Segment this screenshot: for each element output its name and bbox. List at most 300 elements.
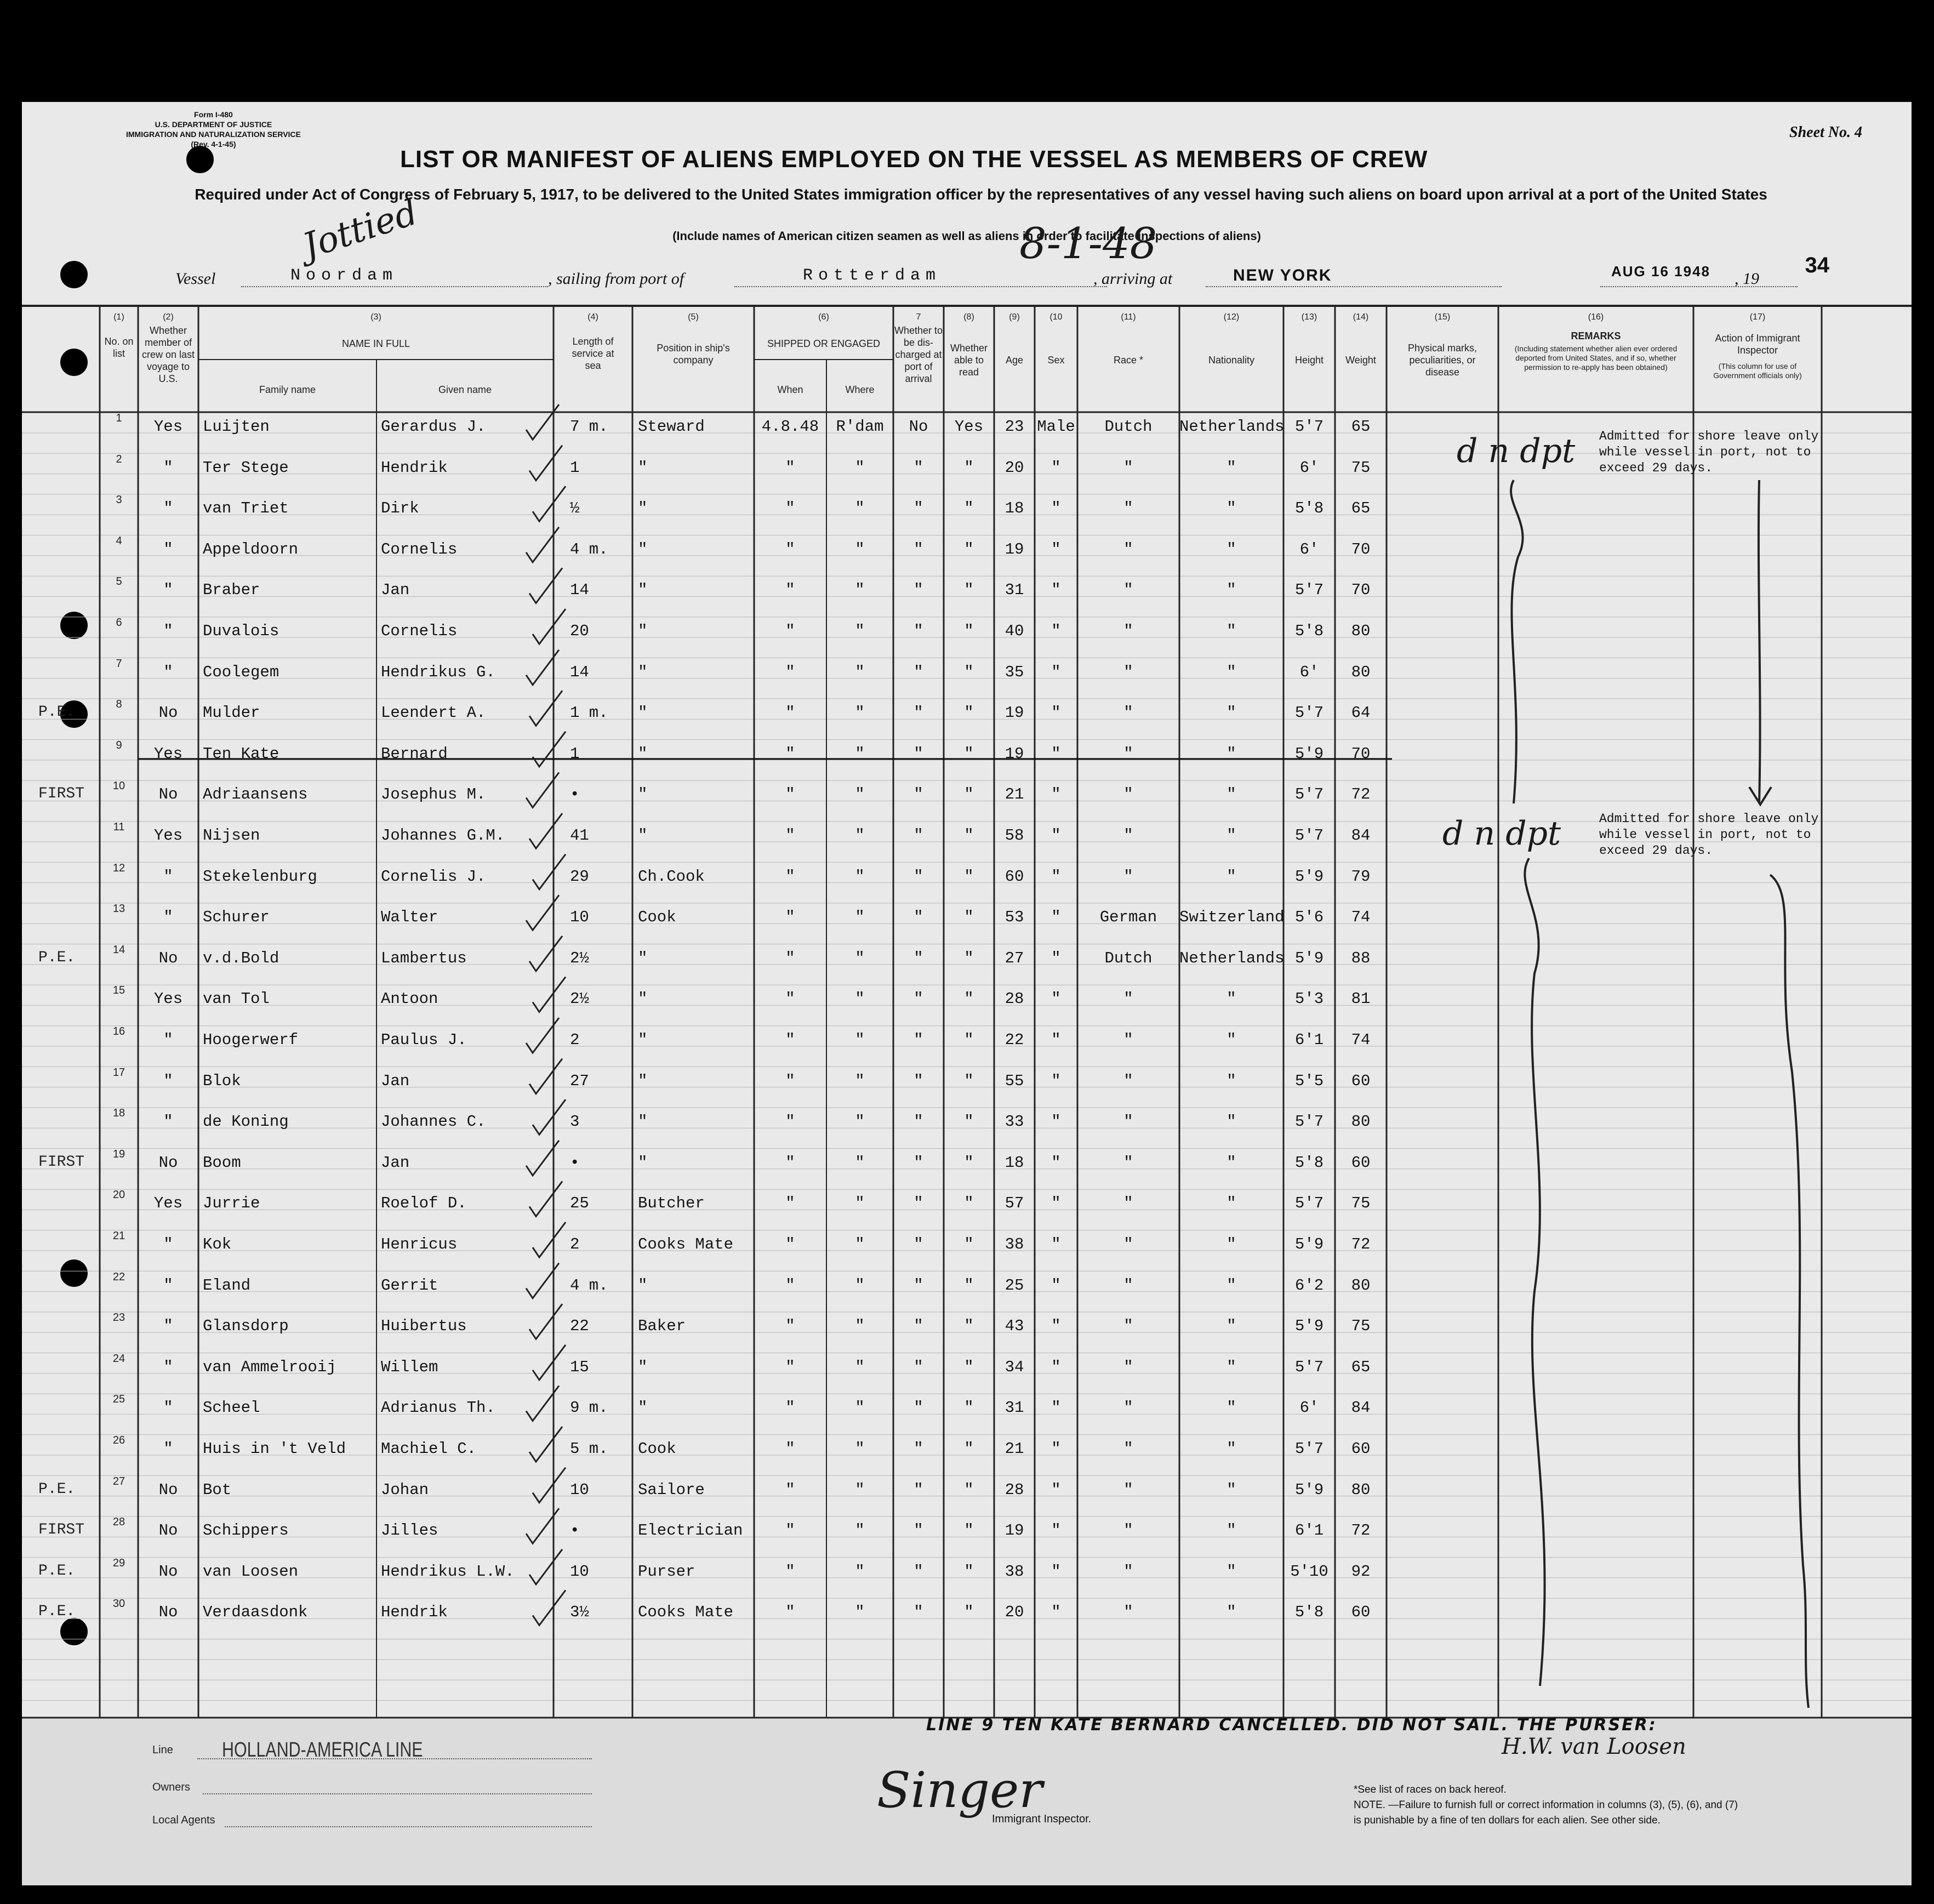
cell-where: " bbox=[855, 1440, 865, 1458]
cell-crew: " bbox=[163, 581, 173, 600]
cell-position: " bbox=[638, 458, 648, 477]
cell-when: " bbox=[785, 867, 795, 886]
cell-when: " bbox=[785, 1440, 795, 1458]
date-stamp: AUG 16 1948 bbox=[1611, 263, 1710, 280]
cell-no: 11 bbox=[113, 821, 125, 833]
cell-position: " bbox=[638, 581, 648, 600]
cell-height: 5'8 bbox=[1294, 622, 1324, 640]
cell-crew: Yes bbox=[153, 418, 183, 436]
cell-position: Cooks Mate bbox=[638, 1603, 734, 1622]
cell-read: " bbox=[964, 1317, 974, 1336]
col-5-header: Position in ship's company bbox=[657, 343, 730, 366]
cell-disch: " bbox=[914, 1071, 923, 1090]
remark-line: while vessel in port, not to bbox=[1599, 828, 1811, 842]
cell-nat: " bbox=[1226, 499, 1236, 518]
cell-where: " bbox=[855, 1603, 865, 1622]
cell-nat: " bbox=[1226, 1603, 1236, 1622]
col-6-header: SHIPPED OR ENGAGED bbox=[767, 338, 881, 349]
cell-service: 3½ bbox=[570, 1603, 589, 1622]
cell-when: " bbox=[785, 581, 795, 600]
cell-height: 5'9 bbox=[1294, 1235, 1324, 1253]
cell-where: " bbox=[855, 1480, 865, 1499]
cell-given: Gerardus J. bbox=[381, 418, 486, 436]
cell-sex: " bbox=[1051, 540, 1061, 558]
cell-weight: 75 bbox=[1351, 458, 1371, 477]
cell-when: " bbox=[785, 785, 795, 804]
cell-height: 6' bbox=[1299, 540, 1319, 558]
races-note: *See list of races on back hereof. bbox=[1354, 1784, 1507, 1795]
cell-crew: " bbox=[163, 1399, 173, 1417]
cell-sex: " bbox=[1051, 581, 1061, 600]
cell-weight: 70 bbox=[1351, 744, 1371, 763]
cell-crew: No bbox=[158, 1603, 178, 1622]
cell-given: Cornelis bbox=[381, 622, 458, 640]
cell-disch: " bbox=[914, 908, 923, 927]
cell-family: Hoogerwerf bbox=[203, 1031, 299, 1049]
cell-race: " bbox=[1123, 1071, 1133, 1090]
cell-nat: " bbox=[1226, 1031, 1236, 1049]
cell-weight: 65 bbox=[1351, 499, 1371, 518]
cell-service: 9 m. bbox=[570, 1399, 608, 1417]
cell-age: 60 bbox=[1005, 867, 1024, 886]
cell-nat: " bbox=[1226, 867, 1236, 886]
cell-height: 5'7 bbox=[1294, 1440, 1324, 1458]
cell-no: 9 bbox=[116, 739, 122, 751]
form-number: Form I-480 bbox=[194, 110, 233, 119]
cell-when: " bbox=[785, 826, 795, 845]
cell-no: 13 bbox=[112, 903, 125, 915]
cell-read: " bbox=[964, 1153, 974, 1172]
cell-height: 5'9 bbox=[1294, 744, 1324, 763]
cell-no: 30 bbox=[112, 1598, 125, 1610]
col-8-number: (8) bbox=[963, 312, 974, 322]
cell-crew: " bbox=[163, 622, 173, 640]
cell-family: Schurer bbox=[203, 908, 270, 927]
col-17-header: Action of Immigrant Inspector bbox=[1715, 333, 1800, 356]
cell-read: " bbox=[964, 949, 974, 967]
cell-weight: 84 bbox=[1351, 826, 1371, 845]
cell-position: " bbox=[638, 949, 648, 967]
cell-nat: " bbox=[1226, 622, 1236, 640]
col-6-number: (6) bbox=[818, 312, 829, 322]
cell-height: 6' bbox=[1299, 458, 1319, 477]
cell-service: 27 bbox=[570, 1071, 589, 1090]
cell-given: Josephus M. bbox=[381, 785, 486, 804]
when-header: When bbox=[777, 384, 803, 395]
cell-family: Ter Stege bbox=[203, 458, 289, 477]
cell-nat: " bbox=[1226, 1521, 1236, 1540]
cell-race: " bbox=[1123, 704, 1133, 722]
cell-sex: " bbox=[1051, 867, 1061, 886]
cell-crew: " bbox=[163, 1235, 173, 1253]
cell-crew: " bbox=[163, 867, 173, 886]
cell-nat: " bbox=[1226, 1194, 1236, 1213]
cell-no: 6 bbox=[116, 617, 122, 629]
cell-height: 6'1 bbox=[1294, 1031, 1324, 1049]
owners-label: Owners bbox=[152, 1781, 190, 1793]
cell-crew: No bbox=[158, 1521, 178, 1540]
cell-family: Coolegem bbox=[203, 663, 279, 681]
cell-height: 5'7 bbox=[1294, 418, 1324, 436]
cell-sex: " bbox=[1051, 1440, 1061, 1458]
cell-disch: " bbox=[914, 1153, 923, 1172]
inspector-label: Immigrant Inspector. bbox=[992, 1813, 1092, 1825]
cell-sex: " bbox=[1051, 663, 1061, 681]
cell-race: " bbox=[1123, 1603, 1133, 1622]
cell-given: Machiel C. bbox=[381, 1440, 477, 1458]
cell-disch: " bbox=[914, 704, 923, 722]
cell-disch: " bbox=[914, 540, 923, 558]
cell-when: " bbox=[785, 744, 795, 763]
cell-service: 14 bbox=[570, 663, 589, 681]
cell-when: " bbox=[785, 1113, 795, 1131]
cell-weight: 70 bbox=[1351, 581, 1371, 600]
purser-signature: H.W. van Loosen bbox=[1502, 1734, 1686, 1759]
col-12-number: (12) bbox=[1223, 312, 1240, 322]
cell-when: " bbox=[785, 1317, 795, 1336]
cell-when: " bbox=[785, 1194, 795, 1213]
cell-disch: " bbox=[914, 581, 923, 600]
cell-when: " bbox=[785, 540, 795, 558]
cell-age: 35 bbox=[1005, 663, 1024, 681]
cell-race: Dutch bbox=[1104, 418, 1153, 436]
cell-race: German bbox=[1099, 908, 1157, 927]
cell-nat: Switzerland bbox=[1179, 908, 1285, 927]
col-16-number: (16) bbox=[1588, 312, 1604, 322]
status-annotation: FIRST bbox=[38, 1521, 85, 1539]
cell-age: 31 bbox=[1005, 581, 1024, 600]
cell-where: " bbox=[855, 1153, 865, 1172]
cell-sex: " bbox=[1051, 949, 1061, 967]
cell-position: Cook bbox=[638, 1440, 676, 1458]
cell-position: " bbox=[638, 622, 648, 640]
cell-service: 29 bbox=[570, 867, 589, 886]
cell-position: Ch.Cook bbox=[638, 867, 705, 886]
cell-family: Eland bbox=[203, 1276, 251, 1295]
status-annotation: P.E. bbox=[38, 1480, 76, 1498]
cell-position: Cook bbox=[638, 908, 676, 927]
page-title: LIST OR MANIFEST OF ALIENS EMPLOYED ON THE VESSEL AS MEMBERS OF CREW bbox=[400, 146, 1428, 173]
cell-service: 10 bbox=[570, 1480, 589, 1499]
cell-disch: " bbox=[914, 949, 923, 967]
cell-disch: " bbox=[914, 1113, 923, 1131]
cell-family: de Koning bbox=[203, 1113, 289, 1131]
cell-height: 5'9 bbox=[1294, 1480, 1324, 1499]
cell-age: 19 bbox=[1005, 1521, 1024, 1540]
cell-age: 40 bbox=[1005, 622, 1024, 640]
cell-when: " bbox=[785, 1399, 795, 1417]
cell-no: 15 bbox=[112, 984, 125, 997]
cell-no: 24 bbox=[112, 1352, 125, 1365]
cell-when: " bbox=[785, 704, 795, 722]
cell-race: " bbox=[1123, 1358, 1133, 1376]
cell-position: " bbox=[638, 1031, 648, 1049]
cell-position: " bbox=[638, 1399, 648, 1417]
include-note: (Include names of American citizen seamen as well as aliens in order to facilitate inspections of aliens) bbox=[672, 229, 1261, 243]
cell-family: Bot bbox=[203, 1480, 232, 1499]
cell-no: 19 bbox=[112, 1148, 125, 1160]
cell-age: 19 bbox=[1005, 704, 1024, 722]
cell-age: 20 bbox=[1005, 458, 1024, 477]
cell-when: " bbox=[785, 499, 795, 518]
punch-hole bbox=[186, 146, 214, 173]
cell-family: Verdaasdonk bbox=[203, 1603, 308, 1622]
cell-where: " bbox=[855, 867, 865, 886]
cell-service: 15 bbox=[570, 1358, 589, 1376]
cell-age: 38 bbox=[1005, 1562, 1024, 1581]
cell-service: 41 bbox=[570, 826, 589, 845]
cell-height: 5'7 bbox=[1294, 1194, 1324, 1213]
cell-service: 20 bbox=[570, 622, 589, 640]
cell-family: Scheel bbox=[203, 1399, 260, 1417]
cell-when: " bbox=[785, 663, 795, 681]
arrival-underline bbox=[1206, 286, 1502, 287]
cell-read: " bbox=[964, 663, 974, 681]
cell-when: " bbox=[785, 1603, 795, 1622]
cell-height: 5'8 bbox=[1294, 1153, 1324, 1172]
cell-where: " bbox=[855, 458, 865, 477]
cell-sex: " bbox=[1051, 458, 1061, 477]
cell-sex: " bbox=[1051, 744, 1061, 763]
cell-read: " bbox=[964, 1358, 974, 1376]
cell-crew: No bbox=[158, 949, 178, 967]
status-annotation: FIRST bbox=[38, 785, 85, 803]
agents-label: Local Agents bbox=[152, 1814, 215, 1826]
cell-age: 33 bbox=[1005, 1113, 1024, 1131]
cell-read: " bbox=[964, 704, 974, 722]
cell-age: 55 bbox=[1005, 1071, 1024, 1090]
cell-when: " bbox=[785, 458, 795, 477]
cell-crew: " bbox=[163, 1071, 173, 1090]
cell-weight: 72 bbox=[1351, 785, 1371, 804]
handwritten-date: 8-1-48 bbox=[1019, 219, 1157, 269]
cell-height: 5'5 bbox=[1294, 1071, 1324, 1090]
cell-age: 18 bbox=[1005, 499, 1024, 518]
cell-crew: " bbox=[163, 540, 173, 558]
cell-service: • bbox=[570, 785, 580, 804]
cell-weight: 74 bbox=[1351, 1031, 1371, 1049]
cell-age: 28 bbox=[1005, 990, 1024, 1008]
handwritten-vessel-note: Jottied bbox=[298, 192, 423, 267]
cell-where: " bbox=[855, 826, 865, 845]
penalty-note-line-2: is punishable by a fine of ten dollars for each alien. See other side. bbox=[1354, 1815, 1661, 1826]
cell-sex: " bbox=[1051, 1562, 1061, 1581]
cell-where: " bbox=[855, 1521, 865, 1540]
cell-family: van Ammelrooij bbox=[203, 1358, 336, 1376]
cell-given: Jan bbox=[381, 581, 410, 600]
sailing-label: , sailing from port of bbox=[548, 270, 684, 288]
cell-no: 25 bbox=[112, 1393, 125, 1406]
cell-service: 2½ bbox=[570, 990, 589, 1008]
status-annotation: P.E. bbox=[38, 949, 76, 966]
cell-sex: " bbox=[1051, 622, 1061, 640]
cell-weight: 92 bbox=[1351, 1562, 1371, 1581]
cell-read: " bbox=[964, 1113, 974, 1131]
col-15-number: (15) bbox=[1434, 312, 1451, 322]
cell-no: 26 bbox=[112, 1434, 125, 1446]
cell-height: 5'3 bbox=[1294, 990, 1324, 1008]
cell-age: 19 bbox=[1005, 744, 1024, 763]
cell-no: 18 bbox=[112, 1107, 125, 1120]
cell-nat: " bbox=[1226, 1480, 1236, 1499]
cell-read: " bbox=[964, 990, 974, 1008]
cell-given: Hendrik bbox=[381, 1603, 448, 1622]
cell-service: 14 bbox=[570, 581, 589, 600]
cell-crew: " bbox=[163, 1031, 173, 1049]
cell-family: Schippers bbox=[203, 1521, 289, 1540]
cell-sex: " bbox=[1051, 1276, 1061, 1295]
cell-service: 25 bbox=[570, 1194, 589, 1213]
col-1-header: No. on list bbox=[104, 336, 134, 359]
col-3-number: (3) bbox=[370, 312, 381, 322]
cell-crew: " bbox=[163, 1440, 173, 1458]
cell-position: " bbox=[638, 499, 648, 518]
cell-service: • bbox=[570, 1153, 580, 1172]
physical-note-1: d n dpt bbox=[1457, 432, 1576, 470]
cell-weight: 80 bbox=[1351, 1113, 1371, 1131]
cell-family: Ten Kate bbox=[203, 744, 279, 763]
cell-disch: " bbox=[914, 1317, 923, 1336]
cell-where: " bbox=[855, 540, 865, 558]
cell-read: " bbox=[964, 908, 974, 927]
cell-sex: " bbox=[1051, 785, 1061, 804]
cell-where: " bbox=[855, 663, 865, 681]
cell-nat: " bbox=[1226, 1071, 1236, 1090]
cell-race: " bbox=[1123, 1194, 1133, 1213]
cell-position: " bbox=[638, 540, 648, 558]
cell-age: 43 bbox=[1005, 1317, 1024, 1336]
cell-where: " bbox=[855, 1399, 865, 1417]
cell-family: Mulder bbox=[203, 704, 260, 722]
cell-crew: Yes bbox=[153, 990, 183, 1008]
cell-race: " bbox=[1123, 1440, 1133, 1458]
cell-age: 31 bbox=[1005, 1399, 1024, 1417]
cell-no: 14 bbox=[112, 943, 125, 956]
year-label: , 19 bbox=[1735, 270, 1759, 288]
cell-given: Cornelis bbox=[381, 540, 458, 558]
cell-service: ½ bbox=[570, 499, 580, 518]
cell-race: " bbox=[1123, 867, 1133, 886]
cell-weight: 74 bbox=[1351, 908, 1371, 927]
cell-race: " bbox=[1123, 1235, 1133, 1253]
cell-weight: 65 bbox=[1351, 1358, 1371, 1376]
cell-race: " bbox=[1123, 1562, 1133, 1581]
cell-given: Jan bbox=[381, 1153, 410, 1172]
cell-height: 5'7 bbox=[1294, 704, 1324, 722]
col-17-number: (17) bbox=[1749, 312, 1766, 322]
inspector-signature: Singer bbox=[877, 1762, 1043, 1819]
cell-sex: " bbox=[1051, 1399, 1061, 1417]
cell-sex: " bbox=[1051, 499, 1061, 518]
cell-where: R'dam bbox=[836, 418, 884, 436]
owners-underline bbox=[203, 1793, 592, 1794]
cell-where: " bbox=[855, 1317, 865, 1336]
cell-weight: 79 bbox=[1351, 867, 1371, 886]
status-annotation: P.E. bbox=[38, 1562, 76, 1580]
cell-weight: 75 bbox=[1351, 1317, 1371, 1336]
cell-given: Johannes G.M. bbox=[381, 826, 505, 845]
cell-given: Dirk bbox=[381, 499, 419, 518]
cell-crew: " bbox=[163, 1113, 173, 1131]
cell-weight: 80 bbox=[1351, 1276, 1371, 1295]
cell-family: v.d.Bold bbox=[203, 949, 279, 967]
cell-age: 53 bbox=[1005, 908, 1024, 927]
col-8-header: Whether able to read bbox=[950, 343, 988, 378]
cell-where: " bbox=[855, 990, 865, 1008]
cell-weight: 65 bbox=[1351, 418, 1371, 436]
col-16-header: REMARKS bbox=[1571, 330, 1621, 341]
cell-read: " bbox=[964, 540, 974, 558]
remark-line: Admitted for shore leave only bbox=[1599, 429, 1819, 443]
cell-read: " bbox=[964, 622, 974, 640]
cell-height: 5'7 bbox=[1294, 826, 1324, 845]
agents-underline bbox=[225, 1826, 592, 1827]
cell-service: 10 bbox=[570, 1562, 589, 1581]
cell-crew: No bbox=[158, 1562, 178, 1581]
cell-where: " bbox=[855, 1031, 865, 1049]
cell-when: " bbox=[785, 1235, 795, 1253]
cell-disch: " bbox=[914, 990, 923, 1008]
col-9-header: Age bbox=[1005, 355, 1024, 366]
cell-where: " bbox=[855, 581, 865, 600]
cell-read: " bbox=[964, 1194, 974, 1213]
family-name-header: Family name bbox=[259, 384, 316, 395]
cell-sex: " bbox=[1051, 1194, 1061, 1213]
page-number: 34 bbox=[1805, 253, 1829, 277]
cell-service: 2 bbox=[570, 1031, 580, 1049]
cell-crew: No bbox=[158, 1480, 178, 1499]
cell-no: 1 bbox=[116, 412, 122, 424]
cell-given: Johannes C. bbox=[381, 1113, 486, 1131]
cell-crew: " bbox=[163, 499, 173, 518]
cell-given: Jilles bbox=[381, 1521, 438, 1540]
cell-no: 3 bbox=[116, 494, 122, 506]
cell-age: 28 bbox=[1005, 1480, 1024, 1499]
cell-race: " bbox=[1123, 499, 1133, 518]
cell-nat: " bbox=[1226, 704, 1236, 722]
cell-crew: " bbox=[163, 1317, 173, 1336]
col-12-header: Nationality bbox=[1208, 355, 1255, 366]
cell-age: 19 bbox=[1005, 540, 1024, 558]
cell-age: 23 bbox=[1005, 418, 1024, 436]
cell-when: " bbox=[785, 1562, 795, 1581]
cell-position: Purser bbox=[638, 1562, 695, 1581]
col-14-number: (14) bbox=[1353, 312, 1369, 322]
cell-weight: 72 bbox=[1351, 1235, 1371, 1253]
cell-position: Sailore bbox=[638, 1480, 705, 1499]
cell-disch: " bbox=[914, 1235, 923, 1253]
cell-disch: " bbox=[914, 867, 923, 886]
cell-nat: Netherlands bbox=[1179, 949, 1285, 967]
cell-read: " bbox=[964, 1071, 974, 1090]
cell-family: Kok bbox=[203, 1235, 232, 1253]
footnote bbox=[1354, 1782, 1738, 1828]
cell-read: " bbox=[964, 1562, 974, 1581]
cell-nat: Netherlands bbox=[1179, 418, 1285, 436]
cell-nat: " bbox=[1226, 1153, 1236, 1172]
cell-when: " bbox=[785, 1153, 795, 1172]
cell-when: " bbox=[785, 622, 795, 640]
cell-where: " bbox=[855, 949, 865, 967]
cell-when: 4.8.48 bbox=[761, 418, 819, 436]
cell-age: 21 bbox=[1005, 785, 1024, 804]
cell-disch: " bbox=[914, 826, 923, 845]
cell-family: Blok bbox=[203, 1071, 241, 1090]
cell-where: " bbox=[855, 908, 865, 927]
cell-age: 57 bbox=[1005, 1194, 1024, 1213]
cell-read: Yes bbox=[954, 418, 984, 436]
col-16-subheader: (Including statement whether alien ever ordered deported from United States, and if so, whether permission to re-apply has been obtained) bbox=[1514, 344, 1678, 372]
